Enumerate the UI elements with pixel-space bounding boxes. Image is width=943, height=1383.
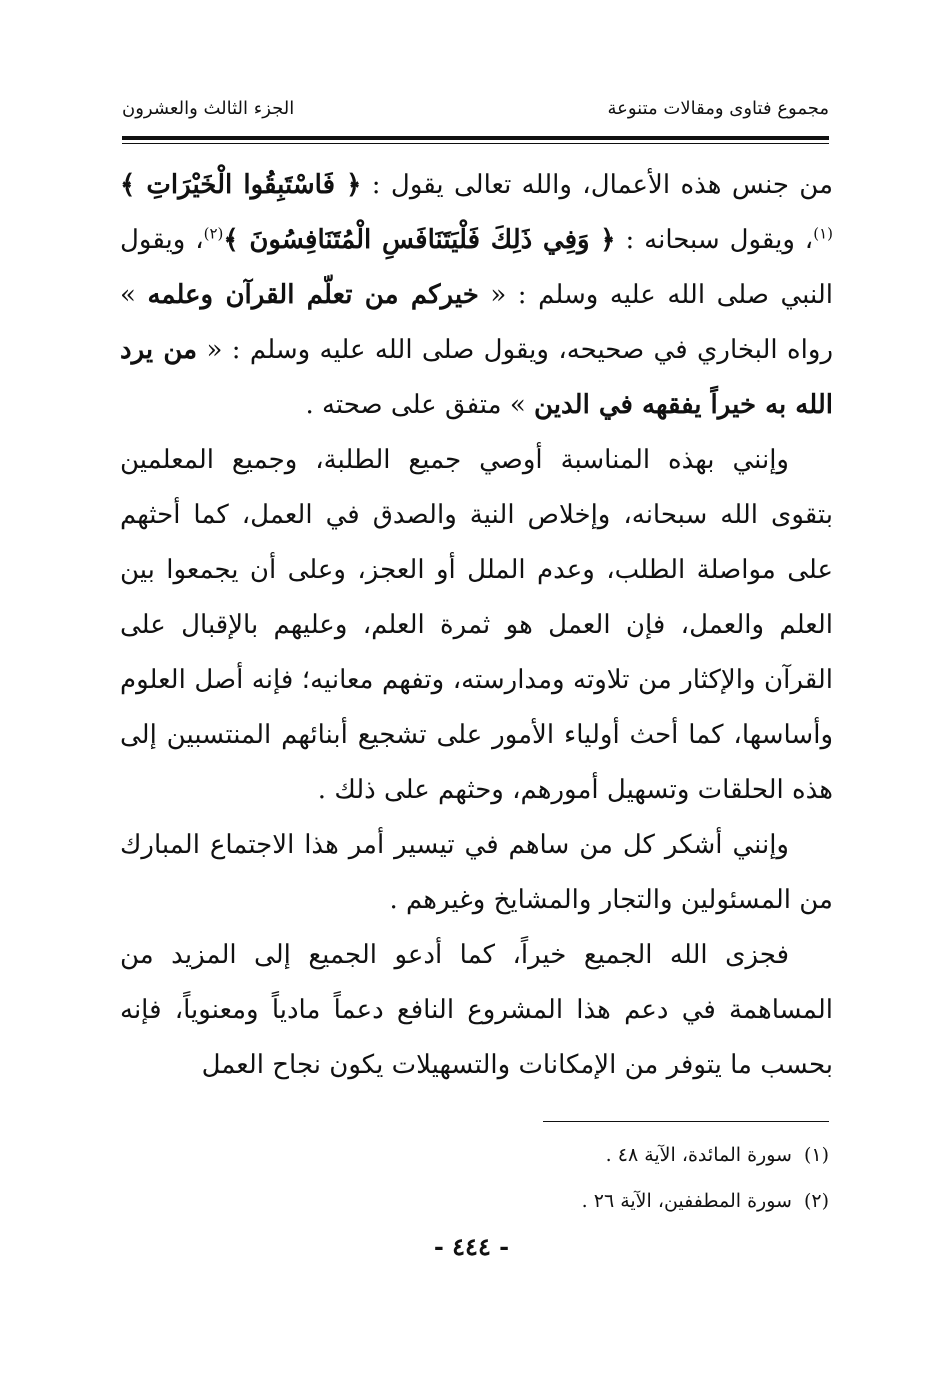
- page-body: [120, 158, 833, 1093]
- footnote-number: (١): [803, 1144, 829, 1166]
- hadith-2: من يرد الله به خيراً يفقهه في الدين: [120, 335, 833, 420]
- footnotes: [329, 1132, 829, 1224]
- paragraph-1: [120, 158, 833, 433]
- running-header: [122, 98, 829, 132]
- text-run: من جنس هذه الأعمال، والله تعالى يقول :: [361, 170, 833, 200]
- footnote-2: [329, 1178, 829, 1224]
- header-rule-thin: [122, 143, 829, 144]
- text-run: » متفق على صحته .: [305, 390, 534, 420]
- hadith-1: خيركم من تعلّم القرآن وعلمه: [147, 280, 479, 310]
- header-rule-thick: [122, 136, 829, 140]
- text-run: » رواه البخاري في صحيحه، ويقول صلى الله عليه وسلم : «: [120, 280, 833, 365]
- footnote-number: (٢): [803, 1190, 829, 1212]
- footnote-text: سورة المائدة، الآية ٤٨ .: [605, 1144, 792, 1166]
- paragraph-2: وإنني بهذه المناسبة أوصي جميع الطلبة، وجميع المعلمين بتقوى الله سبحانه، وإخلاص النية والصدق في العمل، كما أحثهم على مواصلة الطلب، وعدم الملل أو العجز، وعلى أن يجمعوا بين العلم والعمل، فإن العمل هو ثمرة العلم، وعليهم بالإقبال على القرآن والإكثار من تلاوته ومدارسته، وتفهم معانيه؛ فإنه أصل العلوم وأساسها، كما أحث أولياء الأمور على تشجيع أبنائهم المنتسبين إلى هذه الحلقات وتسهيل أمورهم، وحثهم على ذلك .: [120, 445, 833, 805]
- quran-verse-1: ﴿ فَاسْتَبِقُوا الْخَيْرَاتِ ﴾: [120, 170, 362, 200]
- footnote-text: سورة المطففين، الآية ٢٦ .: [581, 1190, 792, 1212]
- footnote-ref-1: (١): [813, 224, 833, 243]
- footnote-rule: [543, 1121, 829, 1122]
- text-run: ، ويقول النبي صلى الله عليه وسلم : «: [120, 225, 834, 310]
- quran-verse-2: ﴿ وَفِي ذَلِكَ فَلْيَتَنَافَسِ الْمُتَنَافِسُونَ ﴾: [223, 225, 616, 255]
- volume-label: الجزء الثالث والعشرون: [122, 98, 295, 119]
- paragraph-4: فجزى الله الجميع خيراً، كما أدعو الجميع إلى المزيد من المساهمة في دعم هذا المشروع النافع دعماً مادياً ومعنوياً، فإنه بحسب ما يتوفر من الإمكانات والتسهيلات يكون نجاح العمل: [120, 940, 833, 1080]
- page-number: - ٤٤٤ -: [433, 1232, 510, 1261]
- paragraph-3: وإنني أشكر كل من ساهم في تيسير أمر هذا الاجتماع المبارك من المسئولين والتجار والمشايخ وغيرهم .: [120, 830, 833, 915]
- footnote-1: [329, 1132, 829, 1178]
- footnote-ref-2: (٢): [203, 224, 224, 243]
- book-title: مجموع فتاوى ومقالات متنوعة: [607, 98, 829, 119]
- text-run: ، ويقول سبحانه :: [615, 225, 814, 255]
